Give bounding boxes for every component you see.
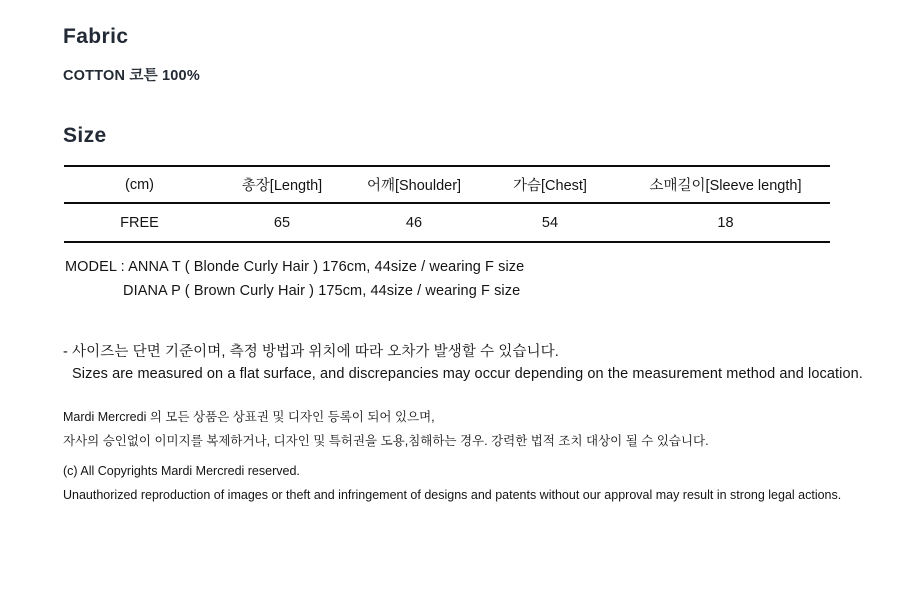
size-table-header-chest: 가슴[Chest]	[479, 166, 621, 203]
copyright-line-1: (c) All Copyrights Mardi Mercredi reserved.	[63, 464, 300, 478]
measurement-note	[63, 341, 863, 385]
size-heading: Size	[63, 124, 107, 147]
model-info-line-2: DIANA P ( Brown Curly Hair ) 175cm, 44size / wearing F size	[123, 283, 521, 299]
measurement-note-english: Sizes are measured on a flat surface, and discrepancies may occur depending on the measurement method and location.	[72, 366, 863, 382]
fabric-content: COTTON 코튼 100%	[63, 68, 200, 84]
size-table-header-shoulder: 어깨[Shoulder]	[349, 166, 479, 203]
size-table-header-length: 총장[Length]	[215, 166, 349, 203]
fabric-heading: Fabric	[63, 25, 129, 48]
size-table-header-unit: (cm)	[64, 166, 215, 203]
size-table-header-row	[64, 166, 830, 203]
legal-notice-line-1: Mardi Mercredi 의 모든 상품은 상표권 및 디자인 등록이 되어 있으며,	[63, 410, 435, 424]
size-table	[64, 165, 830, 243]
model-info	[65, 255, 524, 303]
copyright-line-2: Unauthorized reproduction of images or theft and infringement of designs and patents without our approval may result in strong legal actions.	[63, 488, 842, 502]
size-cell-shoulder: 46	[405, 214, 423, 231]
model-info-line-1: MODEL : ANNA T ( Blonde Curly Hair ) 176cm, 44size / wearing F size	[65, 259, 525, 275]
size-cell-length: 65	[273, 214, 291, 231]
size-table-header-sleeve: 소매길이[Sleeve length]	[621, 166, 830, 203]
size-cell-size-name: FREE	[120, 214, 159, 231]
legal-notice	[63, 405, 709, 453]
measurement-note-korean: - 사이즈는 단면 기준이며, 측정 방법과 위치에 따라 오차가 발생할 수 있습니다.	[63, 344, 559, 360]
size-cell-chest: 54	[541, 214, 559, 231]
size-cell-sleeve: 18	[717, 214, 734, 231]
table-row	[64, 203, 830, 242]
legal-notice-line-2: 자사의 승인없이 이미지를 복제하거나, 디자인 및 특허권을 도용,침해하는 경우. 강력한 법적 조치 대상이 될 수 있습니다.	[63, 434, 709, 448]
copyright-notice	[63, 459, 841, 507]
